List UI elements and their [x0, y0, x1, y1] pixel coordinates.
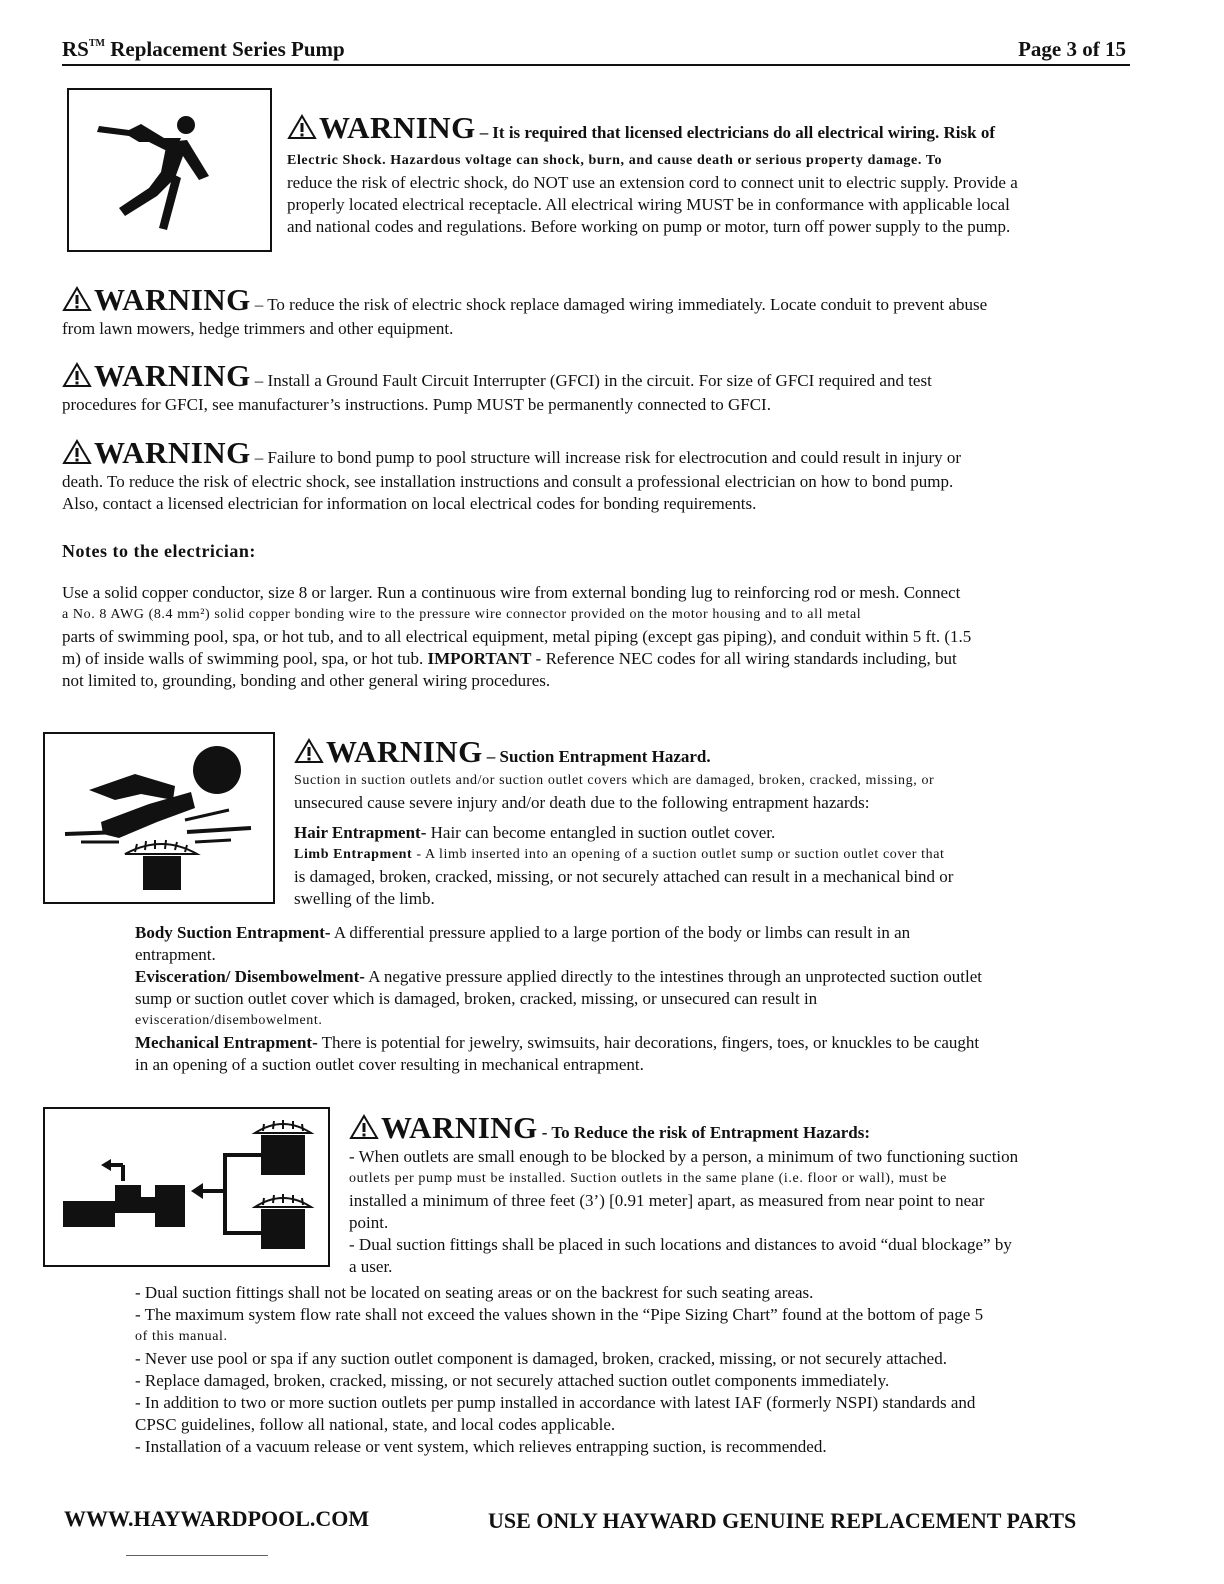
warning-text-line: from lawn mowers, hedge trimmers and other equipment. [62, 319, 454, 338]
warning-title: WARNING [94, 282, 251, 317]
mechanical-entrapment-text: There is potential for jewelry, swimsuits, hair decorations, fingers, toes, or knuckles to be caught [317, 1033, 980, 1052]
warning-suction-entrapment [294, 734, 1174, 910]
notes-text-line: Use a solid copper conductor, size 8 or larger. Run a continuous wire from external bonding lug to reinforcing rod or mesh. Connect [62, 583, 961, 602]
warning-triangle-icon [294, 738, 324, 764]
notes-text-line: - Reference NEC codes for all wiring standards including, but [531, 649, 957, 668]
warning-text-line: Also, contact a licensed electrician for information on local electrical codes for bonding requirements. [62, 494, 757, 513]
dual-suction-pictogram [43, 1107, 330, 1267]
warning-bonding [62, 435, 1162, 515]
warning-electrical-wiring [287, 110, 1167, 238]
warning-title: WARNING [319, 110, 476, 145]
document-title [62, 37, 345, 62]
warning-text-line: procedures for GFCI, see manufacturer’s instructions. Pump MUST be permanently connected to GFCI. [62, 395, 771, 414]
warning-heading: – Failure to bond pump to pool structure will increase risk for electrocution and could result in injury or [254, 448, 962, 467]
warning-text-line: a user. [349, 1257, 393, 1276]
warning-triangle-icon [349, 1114, 379, 1140]
warning-title: WARNING [381, 1110, 538, 1145]
warning-dash: – [479, 123, 489, 142]
warning-damaged-wiring [62, 282, 1162, 340]
warning-text-line: unsecured cause severe injury and/or death due to the following entrapment hazards: [294, 793, 870, 812]
page-header [62, 34, 1130, 66]
warning-title: WARNING [94, 435, 251, 470]
electric-shock-pictogram [67, 88, 272, 252]
warning-text-line: reduce the risk of electric shock, do NOT use an extension cord to connect unit to electric supply. Provide a [287, 173, 1018, 192]
warning-heading: – To reduce the risk of electric shock replace damaged wiring immediately. Locate conduit to prevent abuse [254, 295, 988, 314]
body-entrapment-label: Body Suction Entrapment- [135, 923, 331, 942]
entrapment-rules-list [135, 1282, 1165, 1458]
trademark-mark: TM [88, 38, 105, 49]
warning-text-line: - Dual suction fittings shall be placed in such locations and distances to avoid “dual blockage” by [349, 1235, 1012, 1254]
warning-reduce-entrapment [349, 1110, 1169, 1278]
limb-entrapment-text: is damaged, broken, cracked, missing, or not securely attached can result in a mechanical bind or [294, 867, 954, 886]
rule-line: - In addition to two or more suction outlets per pump installed in accordance with latest IAF (formerly NSPI) standards and [135, 1393, 976, 1412]
mechanical-entrapment-text: in an opening of a suction outlet cover resulting in mechanical entrapment. [135, 1055, 644, 1074]
important-label: IMPORTANT [427, 649, 532, 668]
entrapment-hazard-list [135, 922, 1165, 1076]
warning-text-line: death. To reduce the risk of electric shock, see installation instructions and consult a professional electrician on how to bond pump. [62, 472, 954, 491]
notes-text-line: not limited to, grounding, bonding and other general wiring procedures. [62, 671, 551, 690]
notes-text-line: parts of swimming pool, spa, or hot tub, and to all electrical equipment, metal piping (except gas piping), and conduit within 5 ft. (1.5 [62, 627, 972, 646]
hair-entrapment-text: Hair can become entangled in suction outlet cover. [426, 823, 776, 842]
rule-line: of this manual. [135, 1329, 228, 1344]
mechanical-entrapment-label: Mechanical Entrapment- [135, 1033, 318, 1052]
rule-line: - The maximum system flow rate shall not exceed the values shown in the “Pipe Sizing Chart” found at the bottom of page 5 [135, 1305, 984, 1324]
evisceration-text: A negative pressure applied directly to the intestines through an unprotected suction outlet [364, 967, 982, 986]
warning-text-line: point. [349, 1213, 389, 1232]
rule-line: - Replace damaged, broken, cracked, missing, or not securely attached suction outlet components immediately. [135, 1371, 890, 1390]
warning-triangle-icon [62, 362, 92, 388]
evisceration-label: Evisceration/ Disembowelment- [135, 967, 365, 986]
warning-heading: – Suction Entrapment Hazard. [486, 747, 711, 766]
warning-text-line: properly located electrical receptacle. All electrical wiring MUST be in conformance with applicable local [287, 195, 1010, 214]
rule-line: - Dual suction fittings shall not be located on seating areas or on the backrest for such seating areas. [135, 1283, 814, 1302]
limb-entrapment-label: Limb Entrapment [294, 847, 413, 862]
footer-tagline: USE ONLY HAYWARD GENUINE REPLACEMENT PARTS [488, 1508, 1077, 1533]
evisceration-text: sump or suction outlet cover which is damaged, broken, cracked, missing, or unsecured can result in [135, 989, 818, 1008]
warning-text-line: installed a minimum of three feet (3’) [0.91 meter] apart, as measured from near point to near [349, 1191, 985, 1210]
rule-line: CPSC guidelines, follow all national, state, and local codes applicable. [135, 1415, 616, 1434]
notes-text-line: a No. 8 AWG (8.4 mm²) solid copper bonding wire to the pressure wire connector provided on the motor housing and to all metal [62, 607, 862, 622]
series-prefix: RS [62, 37, 89, 61]
warning-heading: – Install a Ground Fault Circuit Interrupter (GFCI) in the circuit. For size of GFCI required and test [254, 371, 932, 390]
warning-heading: - To Reduce the risk of Entrapment Hazards: [541, 1123, 870, 1142]
warning-text-line: Electric Shock. Hazardous voltage can shock, burn, and cause death or serious property damage. To [287, 153, 943, 168]
electric-shock-icon [69, 90, 270, 250]
rule-line: - Never use pool or spa if any suction outlet component is damaged, broken, cracked, missing, or not securely attached. [135, 1349, 947, 1368]
notes-text-line: m) of inside walls of swimming pool, spa, or hot tub. [62, 649, 424, 668]
notes-title: Notes to the electrician: [62, 541, 256, 561]
warning-triangle-icon [62, 286, 92, 312]
hair-entrapment-label: Hair Entrapment- [294, 823, 427, 842]
warning-triangle-icon [62, 439, 92, 465]
body-entrapment-text: entrapment. [135, 945, 216, 964]
body-entrapment-text: A differential pressure applied to a large portion of the body or limbs can result in an [330, 923, 911, 942]
limb-entrapment-text: swelling of the limb. [294, 889, 435, 908]
warning-triangle-icon [287, 114, 317, 140]
warning-gfci [62, 358, 1162, 416]
footer-website: WWW.HAYWARDPOOL.COM [64, 1506, 370, 1531]
suction-entrapment-pictogram [43, 732, 275, 904]
warning-title: WARNING [94, 358, 251, 393]
series-title: Replacement Series Pump [110, 37, 345, 61]
warning-text-line: Suction in suction outlets and/or suction outlet covers which are damaged, broken, cracked, missing, or [294, 773, 935, 788]
warning-text-line: outlets per pump must be installed. Suction outlets in the same plane (i.e. floor or wall), must be [349, 1171, 947, 1186]
warning-text-line: - When outlets are small enough to be blocked by a person, a minimum of two functioning suction [349, 1147, 1019, 1166]
rule-line: - Installation of a vacuum release or vent system, which relieves entrapping suction, is recommended. [135, 1437, 827, 1456]
notes-section [62, 541, 1162, 692]
warning-text-line: and national codes and regulations. Before working on pump or motor, turn off power supply to the pump. [287, 217, 1011, 236]
dual-suction-icon [45, 1109, 328, 1265]
limb-entrapment-text: - A limb inserted into an opening of a suction outlet sump or suction outlet cover that [416, 847, 945, 862]
warning-heading: It is required that licensed electricians do all electrical wiring. Risk of [492, 123, 995, 142]
bottom-divider [126, 1555, 268, 1556]
warning-title: WARNING [326, 734, 483, 769]
evisceration-text: evisceration/disembowelment. [135, 1013, 323, 1028]
suction-entrapment-icon [45, 734, 273, 902]
page-number: Page 3 of 15 [1018, 37, 1126, 61]
